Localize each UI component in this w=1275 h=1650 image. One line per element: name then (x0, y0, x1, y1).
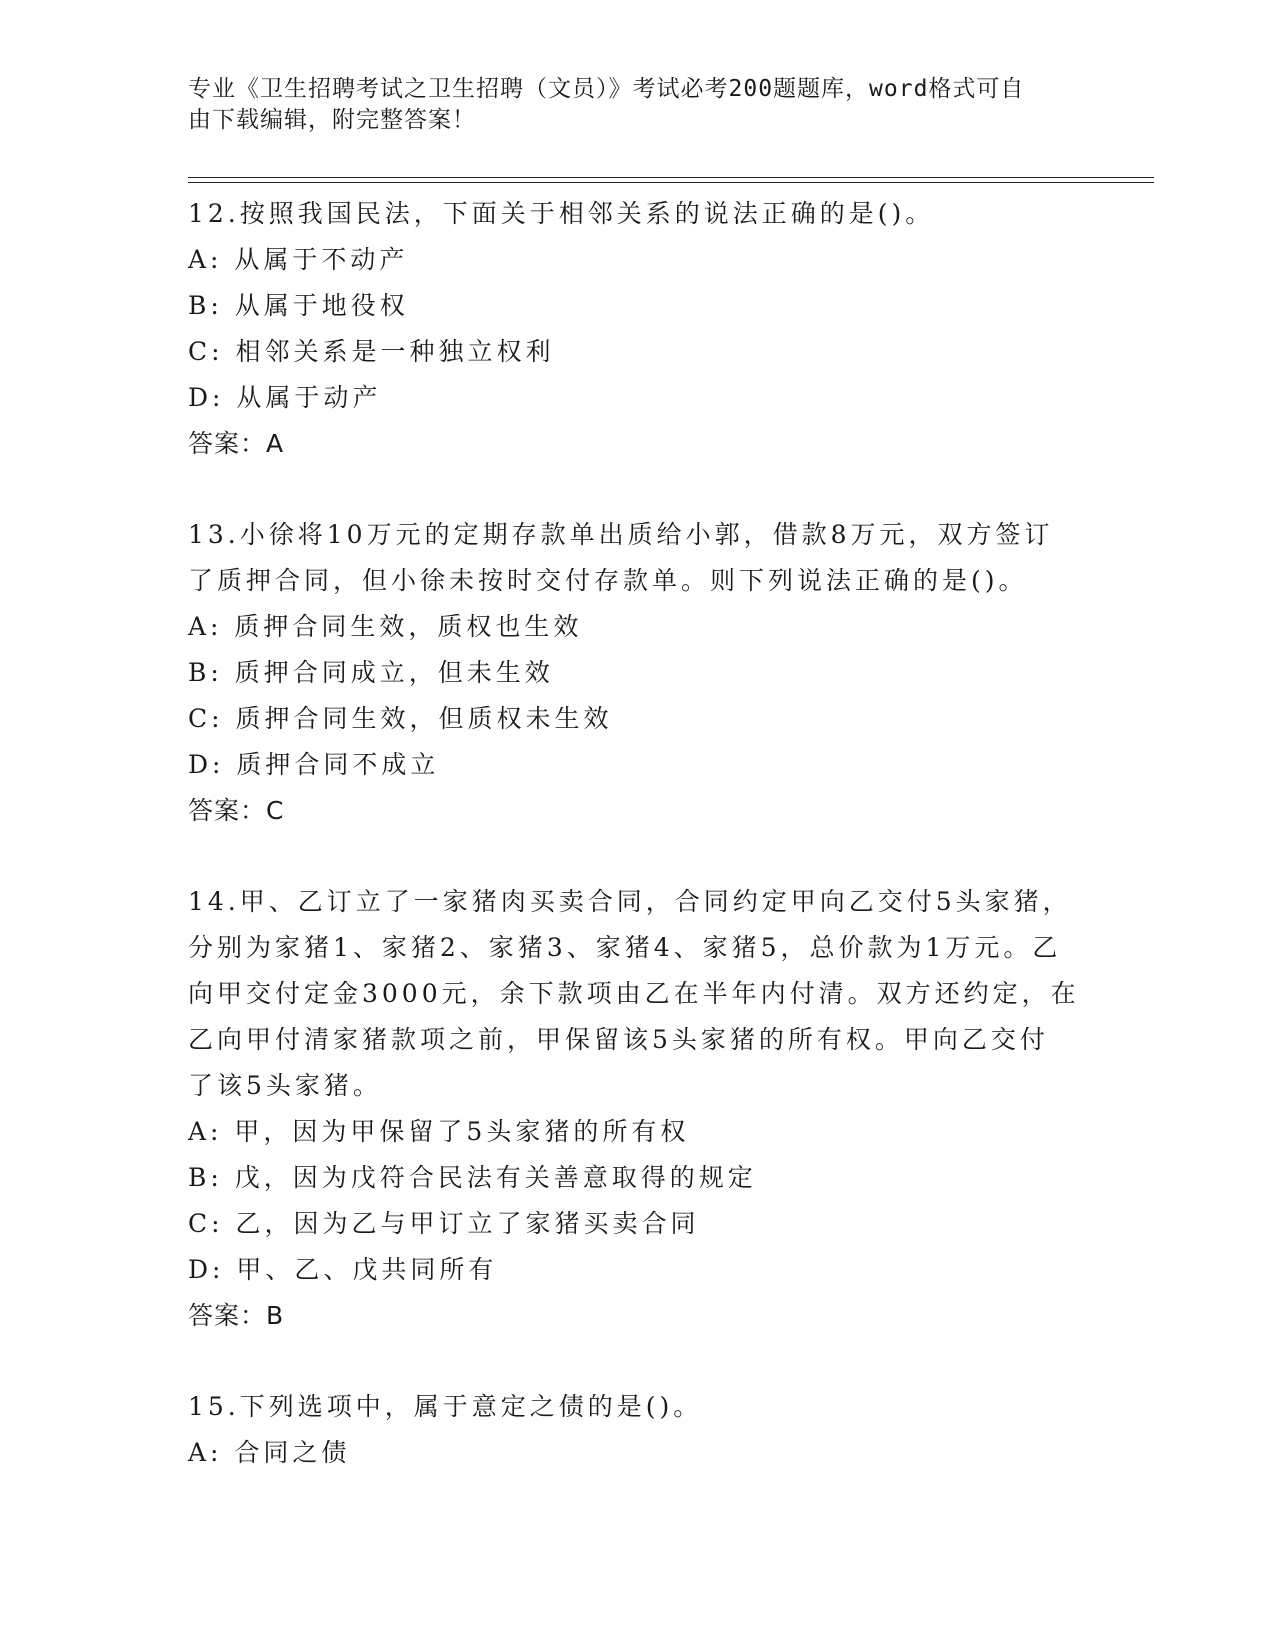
question-stem: 向甲交付定金3000元，余下款项由乙在半年内付清。双方还约定，在 (188, 979, 1080, 1008)
option-d: D: 从属于动产 (188, 383, 382, 412)
question-13 (188, 512, 1088, 834)
option-a: A: 质押合同生效，质权也生效 (188, 612, 583, 641)
header-divider-bottom (188, 182, 1154, 183)
question-stem: 分别为家猪1、家猪2、家猪3、家猪4、家猪5，总价款为1万元。乙 (188, 933, 1062, 962)
question-stem: 15.下列选项中，属于意定之债的是()。 (188, 1392, 703, 1421)
option-c: C: 相邻关系是一种独立权利 (188, 337, 555, 366)
option-d: D: 质押合同不成立 (188, 750, 440, 779)
option-c: C: 质押合同生效，但质权未生效 (188, 704, 613, 733)
question-15 (188, 1384, 1088, 1476)
question-14 (188, 879, 1088, 1339)
question-stem: 乙向甲付清家猪款项之前，甲保留该5头家猪的所有权。甲向乙交付 (188, 1025, 1049, 1054)
answer: 答案：B (188, 1301, 285, 1330)
question-spacer (188, 467, 1088, 512)
option-c: C: 乙，因为乙与甲订立了家猪买卖合同 (188, 1209, 700, 1238)
question-list (188, 191, 1088, 1476)
question-stem: 了质押合同，但小徐未按时交付存款单。则下列说法正确的是()。 (188, 566, 1028, 595)
question-spacer (188, 1339, 1088, 1384)
question-spacer (188, 834, 1088, 879)
answer: 答案：A (188, 429, 285, 458)
question-stem: 12.按照我国民法，下面关于相邻关系的说法正确的是()。 (188, 199, 935, 228)
question-stem: 13.小徐将10万元的定期存款单出质给小郭，借款8万元，双方签订 (188, 520, 1054, 549)
header-divider-top (188, 177, 1154, 178)
question-12 (188, 191, 1088, 467)
option-b: B: 戊，因为戊符合民法有关善意取得的规定 (188, 1163, 757, 1192)
option-b: B: 从属于地役权 (188, 291, 409, 320)
question-stem: 了该5头家猪。 (188, 1071, 382, 1100)
option-d: D: 甲、乙、戊共同所有 (188, 1255, 498, 1284)
option-a: A: 从属于不动产 (188, 245, 409, 274)
question-stem: 14.甲、乙订立了一家猪肉买卖合同，合同约定甲向乙交付5头家猪， (188, 887, 1072, 916)
option-b: B: 质押合同成立，但未生效 (188, 658, 554, 687)
header-line-1: 专业《卫生招聘考试之卫生招聘（文员）》考试必考200题题库，word格式可自 (188, 76, 1025, 102)
option-a: A: 合同之债 (188, 1438, 351, 1467)
answer: 答案：C (188, 796, 285, 825)
option-a: A: 甲，因为甲保留了5头家猪的所有权 (188, 1117, 690, 1146)
document-header (188, 74, 1068, 136)
header-line-2: 由下载编辑，附完整答案！ (188, 107, 476, 133)
